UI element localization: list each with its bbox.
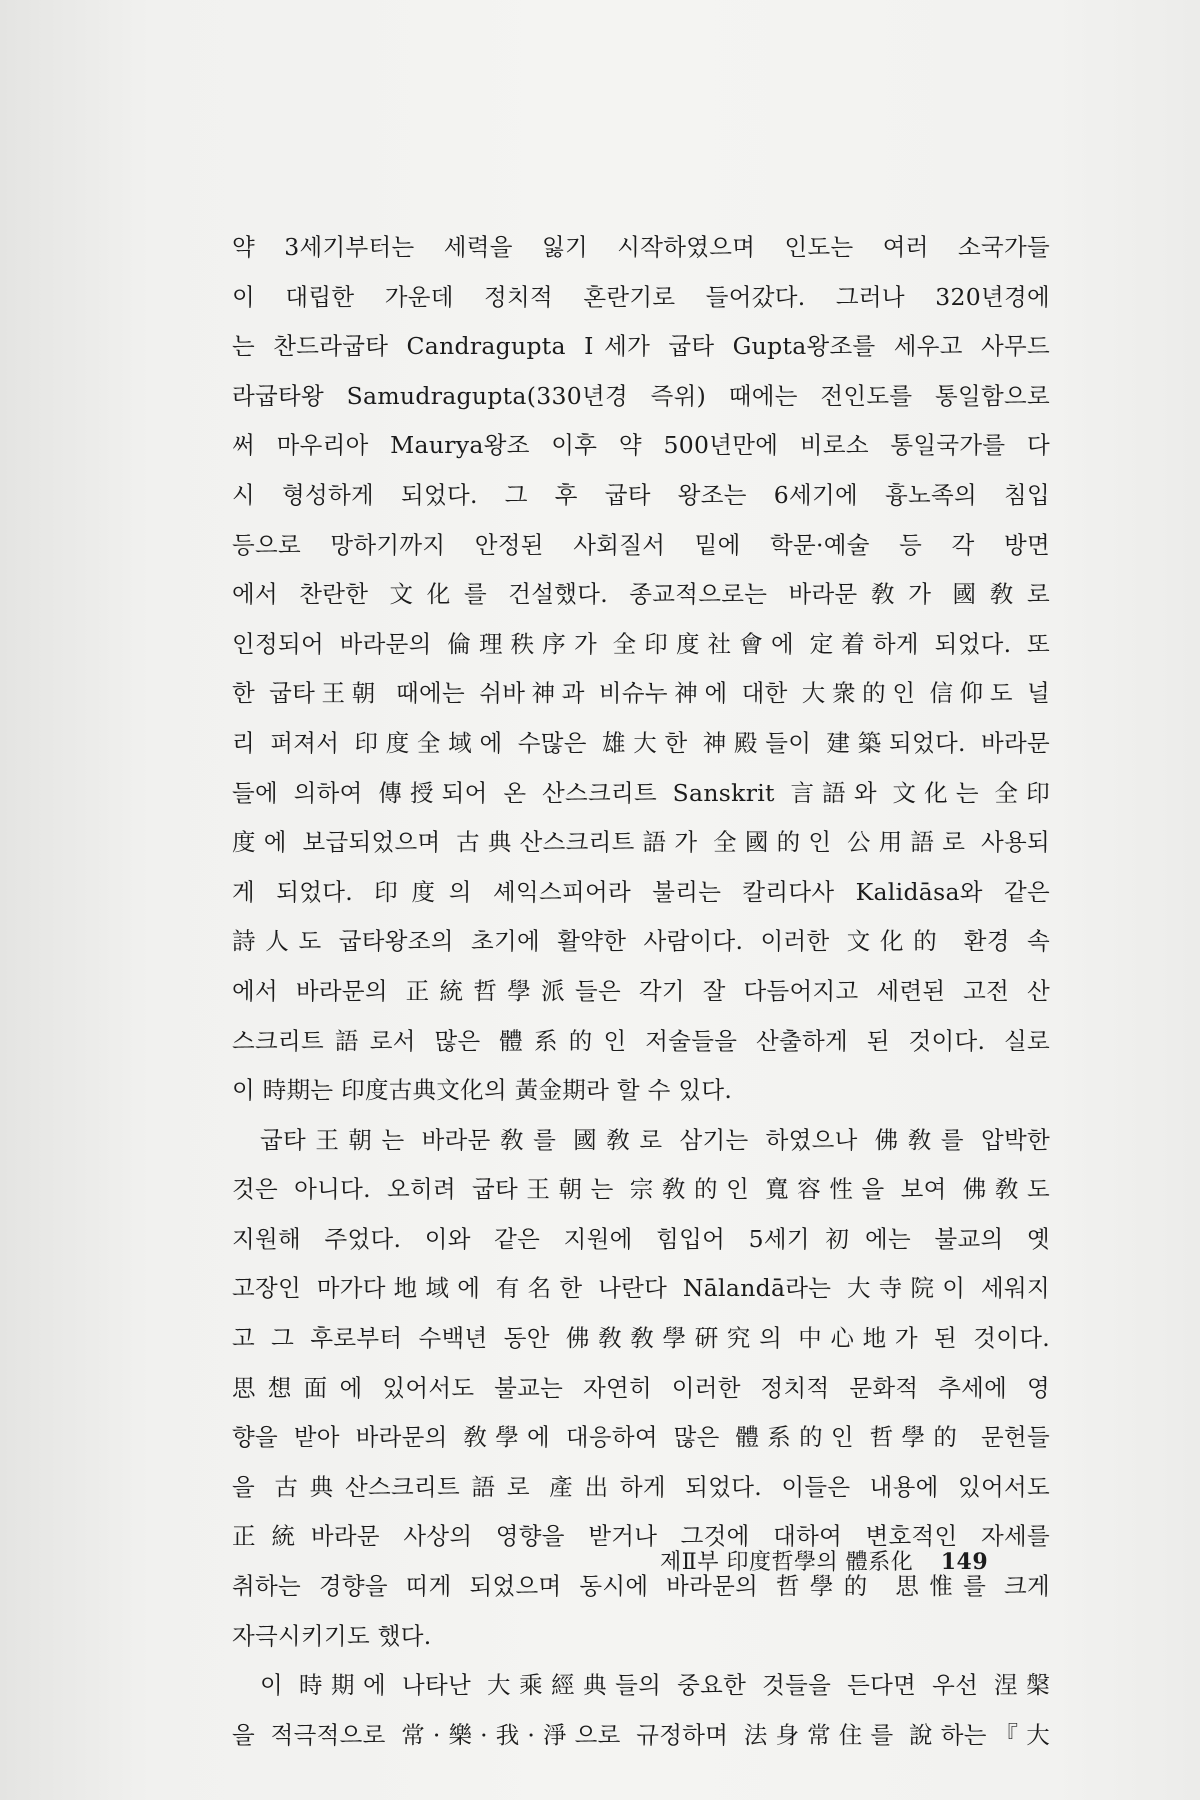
text-line: 것은 아니다. 오히려 굽타王朝는 宗敎的인 寬容性을 보여 佛敎도 — [232, 1175, 1050, 1204]
text-line: 고 그 후로부터 수백년 동안 佛敎敎學硏究의 中心地가 된 것이다. — [232, 1324, 1050, 1353]
text-line: 이 時期에 나타난 大乘經典들의 중요한 것들을 든다면 우선 涅槃 — [260, 1671, 1050, 1700]
text-line: 을 古典산스크리트語로 產出하게 되었다. 이들은 내용에 있어서도 — [232, 1472, 1050, 1501]
text-line: 향을 받아 바라문의 敎學에 대응하여 많은 體系的인 哲學的 문헌들 — [232, 1423, 1050, 1452]
page-number: 149 — [940, 1549, 989, 1575]
text-line: 한 굽타王朝 때에는 쉬바神과 비슈누神에 대한 大衆的인 信仰도 널 — [232, 679, 1050, 708]
text-line: 이 時期는 印度古典文化의 黃金期라 할 수 있다. — [232, 1076, 733, 1105]
text-line: 등으로 망하기까지 안정된 사회질서 밑에 학문·예술 등 각 방면 — [232, 530, 1050, 559]
text-line: 써 마우리아 Maurya왕조 이후 약 500년만에 비로소 통일국가를 다 — [232, 431, 1050, 460]
text-line: 시 형성하게 되었다. 그 후 굽타 왕조는 6세기에 흉노족의 침입 — [232, 480, 1050, 509]
text-line: 리 퍼져서 印度全域에 수많은 雄大한 神殿들이 建築되었다. 바라문 — [232, 728, 1050, 757]
text-line: 詩人도 굽타왕조의 초기에 활약한 사람이다. 이러한 文化的 환경 속 — [232, 927, 1050, 956]
text-line: 에서 찬란한 文化를 건설했다. 종교적으로는 바라문敎가 國敎로 — [232, 580, 1050, 609]
page-footer — [660, 1545, 1060, 1576]
text-line: 이 대립한 가운데 정치적 혼란기로 들어갔다. 그러나 320년경에 — [232, 282, 1050, 311]
text-line: 들에 의하여 傳授되어 온 산스크리트 Sanskrit 言語와 文化는 全印 — [232, 778, 1050, 807]
text-line: 라굽타왕 Samudragupta(330년경 즉위) 때에는 전인도를 통일함으로 — [232, 381, 1050, 410]
text-line: 思想面에 있어서도 불교는 자연히 이러한 정치적 문화적 추세에 영 — [232, 1373, 1050, 1402]
text-line: 게 되었다. 印度의 셰익스피어라 불리는 칼리다사 Kalidāsa와 같은 — [232, 877, 1050, 906]
text-line: 에서 바라문의 正統哲學派들은 각기 잘 다듬어지고 세련된 고전 산 — [232, 976, 1050, 1005]
text-line: 지원해 주었다. 이와 같은 지원에 힘입어 5세기初에는 불교의 옛 — [232, 1224, 1050, 1253]
text-line: 는 찬드라굽타 Candragupta Ⅰ세가 굽타 Gupta왕조를 세우고 사무드 — [232, 332, 1050, 361]
text-line: 인정되어 바라문의 倫理秩序가 全印度社會에 定着하게 되었다. 또 — [232, 629, 1050, 658]
text-line: 正統바라문 사상의 영향을 받거나 그것에 대하여 변호적인 자세를 — [232, 1522, 1050, 1551]
text-line: 고장인 마가다地域에 有名한 나란다 Nālandā라는 大寺院이 세워지 — [232, 1274, 1050, 1303]
text-line: 을 적극적으로 常·樂·我·淨으로 규정하며 法身常住를 說하는『大 — [232, 1720, 1050, 1749]
running-head: 제Ⅱ부 印度哲學의 體系化 — [660, 1550, 914, 1575]
text-line: 취하는 경향을 띠게 되었으며 동시에 바라문의 哲學的 思惟를 크게 — [232, 1572, 1050, 1601]
text-line: 스크리트語로서 많은 體系的인 저술들을 산출하게 된 것이다. 실로 — [232, 1026, 1050, 1055]
text-line: 度에 보급되었으며 古典산스크리트語가 全國的인 公用語로 사용되 — [232, 828, 1050, 857]
text-line: 자극시키기도 했다. — [232, 1621, 432, 1650]
text-line: 굽타王朝는 바라문敎를 國敎로 삼기는 하였으나 佛敎를 압박한 — [260, 1125, 1050, 1154]
body-text — [232, 223, 1050, 1760]
text-line: 약 3세기부터는 세력을 잃기 시작하였으며 인도는 여러 소국가들 — [232, 233, 1050, 261]
